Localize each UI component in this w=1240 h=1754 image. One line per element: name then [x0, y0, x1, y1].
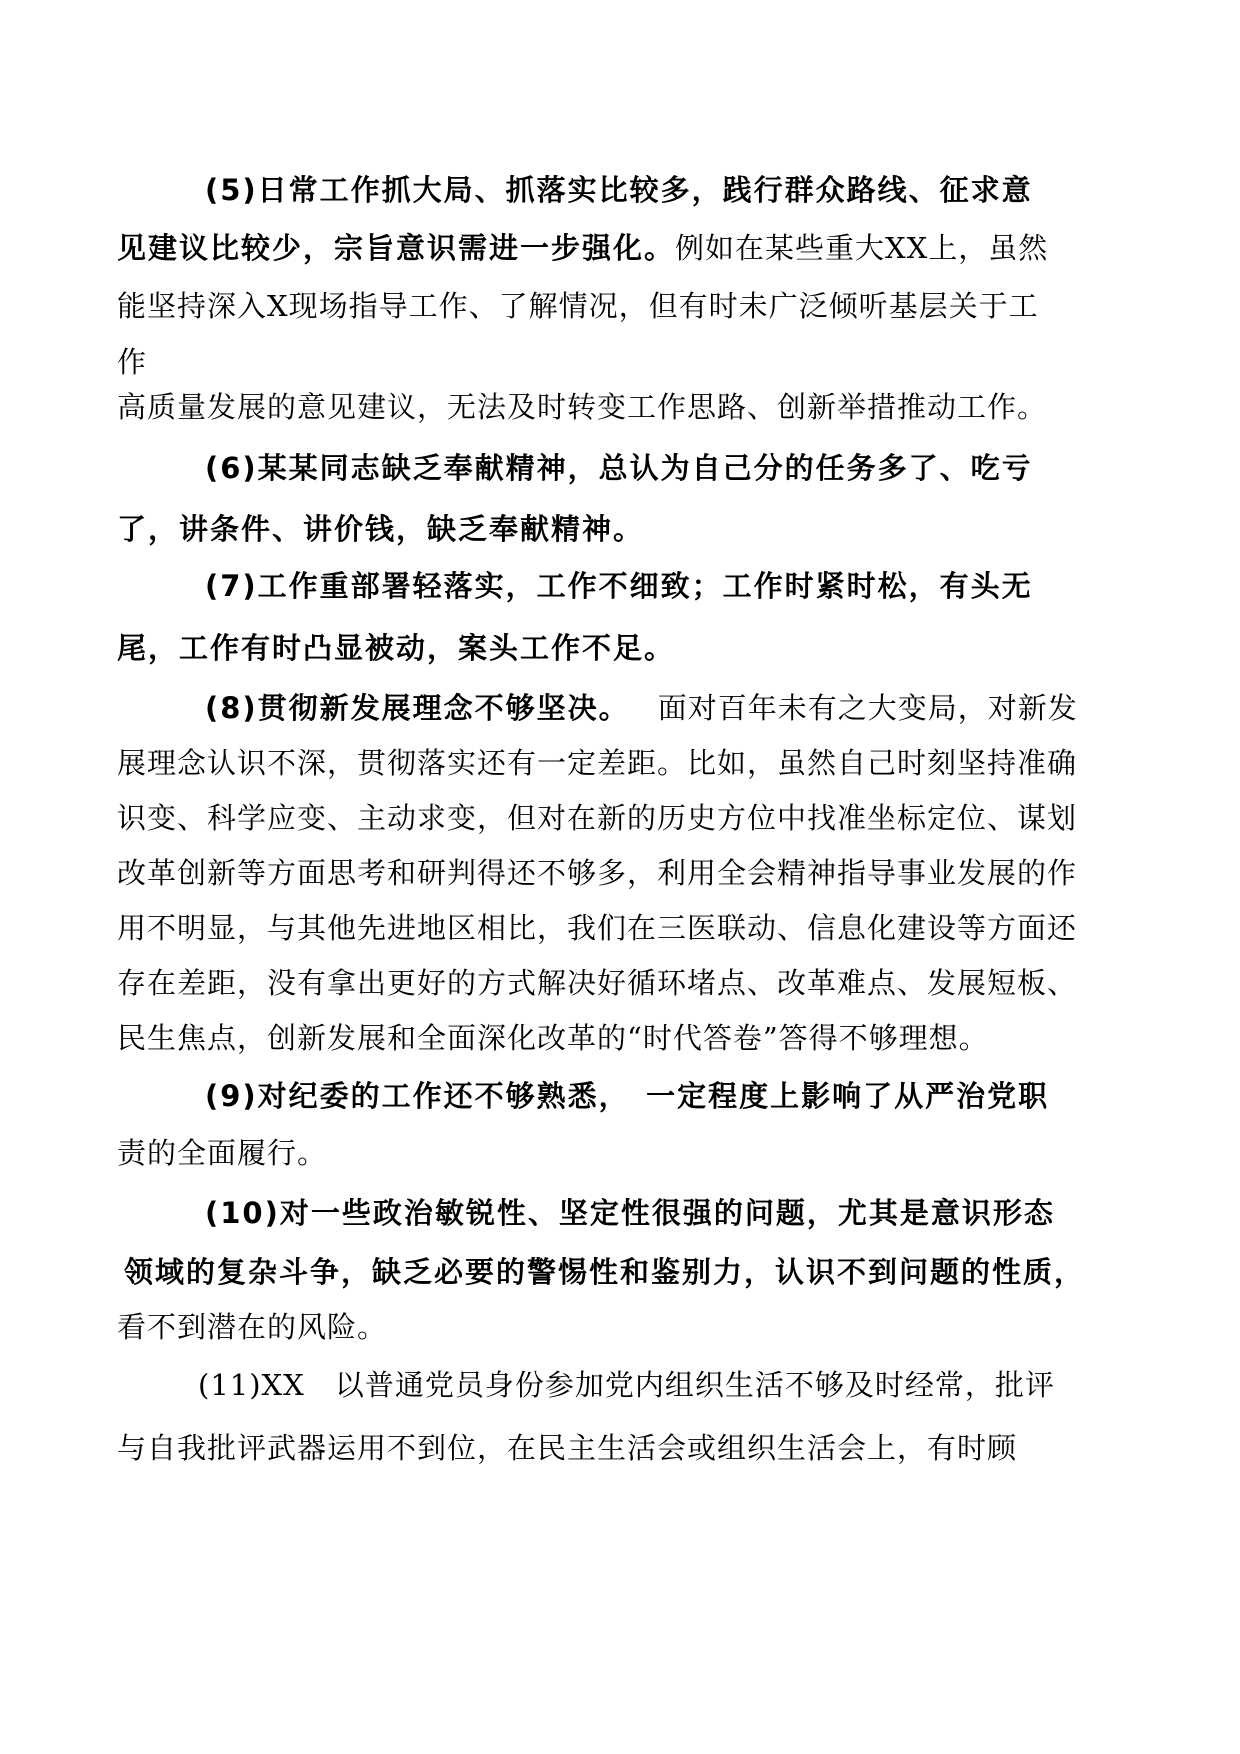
- p10-line-3: 看不到潜在的风险。: [117, 1310, 388, 1344]
- p8-line-1: [205, 688, 1078, 728]
- p5-line-3: 能坚持深入X现场指导工作、了解情况，但有时未广泛倾听基层关于工: [117, 289, 1039, 323]
- p7-line-1: (7)工作重部署轻落实，工作不细致；工作时紧时松，有头无: [205, 569, 1033, 603]
- p8-line-2: 展理念认识不深，贯彻落实还有一定差距。比如，虽然自己时刻坚持准确: [117, 746, 1078, 780]
- p5-line-1: (5)日常工作抓大局、抓落实比较多，践行群众路线、征求意: [205, 173, 1033, 207]
- p5-line-5: 高质量发展的意见建议，无法及时转变工作思路、创新举措推动工作。: [117, 390, 1048, 424]
- p8-line-1-bold: (8)贯彻新发展理念不够坚决。: [205, 691, 630, 725]
- p9-line-1: (9)对纪委的工作还不够熟悉， 一定程度上影响了从严治党职: [205, 1079, 1050, 1113]
- p11-line-1: (11)XX 以普通党员身份参加党内组织生活不够及时经常，批评: [198, 1368, 1055, 1402]
- p5-line-2: [117, 228, 1048, 268]
- p8-line-7: 民生焦点，创新发展和全面深化改革的“时代答卷”答得不够理想。: [117, 1021, 989, 1055]
- p6-line-1: (6)某某同志缺乏奉献精神，总认为自己分的任务多了、吃亏: [205, 451, 1033, 485]
- p11-line-2: 与自我批评武器运用不到位，在民主生活会或组织生活会上，有时顾: [117, 1431, 1018, 1465]
- p10-line-1: (10)对一些政治敏锐性、坚定性很强的问题，尤其是意识形态: [205, 1196, 1055, 1230]
- p8-line-5: 用不明显，与其他先进地区相比，我们在三医联动、信息化建设等方面还: [117, 911, 1078, 945]
- p10-line-2: 领域的复杂斗争，缺乏必要的警惕性和鉴别力，认识不到问题的性质，: [124, 1255, 1086, 1289]
- p7-line-2: 尾，工作有时凸显被动，案头工作不足。: [117, 631, 676, 665]
- p8-line-3: 识变、科学应变、主动求变，但对在新的历史方位中找准坐标定位、谋划: [117, 801, 1078, 835]
- p5-line-2-regular: 例如在某些重大XX上，虽然: [675, 231, 1049, 265]
- p9-line-2: 责的全面履行。: [117, 1136, 328, 1170]
- p5-line-2-bold: 见建议比较少，宗旨意识需进一步强化。: [117, 231, 676, 265]
- p8-line-1-regular: 面对百年未有之大变局，对新发: [657, 691, 1078, 725]
- p6-line-2: 了，讲条件、讲价钱，缺乏奉献精神。: [117, 512, 645, 546]
- p5-line-4: 作: [117, 345, 148, 379]
- p8-line-4: 改革创新等方面思考和研判得还不够多，利用全会精神指导事业发展的作: [117, 856, 1078, 890]
- p8-line-6: 存在差距，没有拿出更好的方式解决好循环堵点、改革难点、发展短板、: [117, 966, 1078, 1000]
